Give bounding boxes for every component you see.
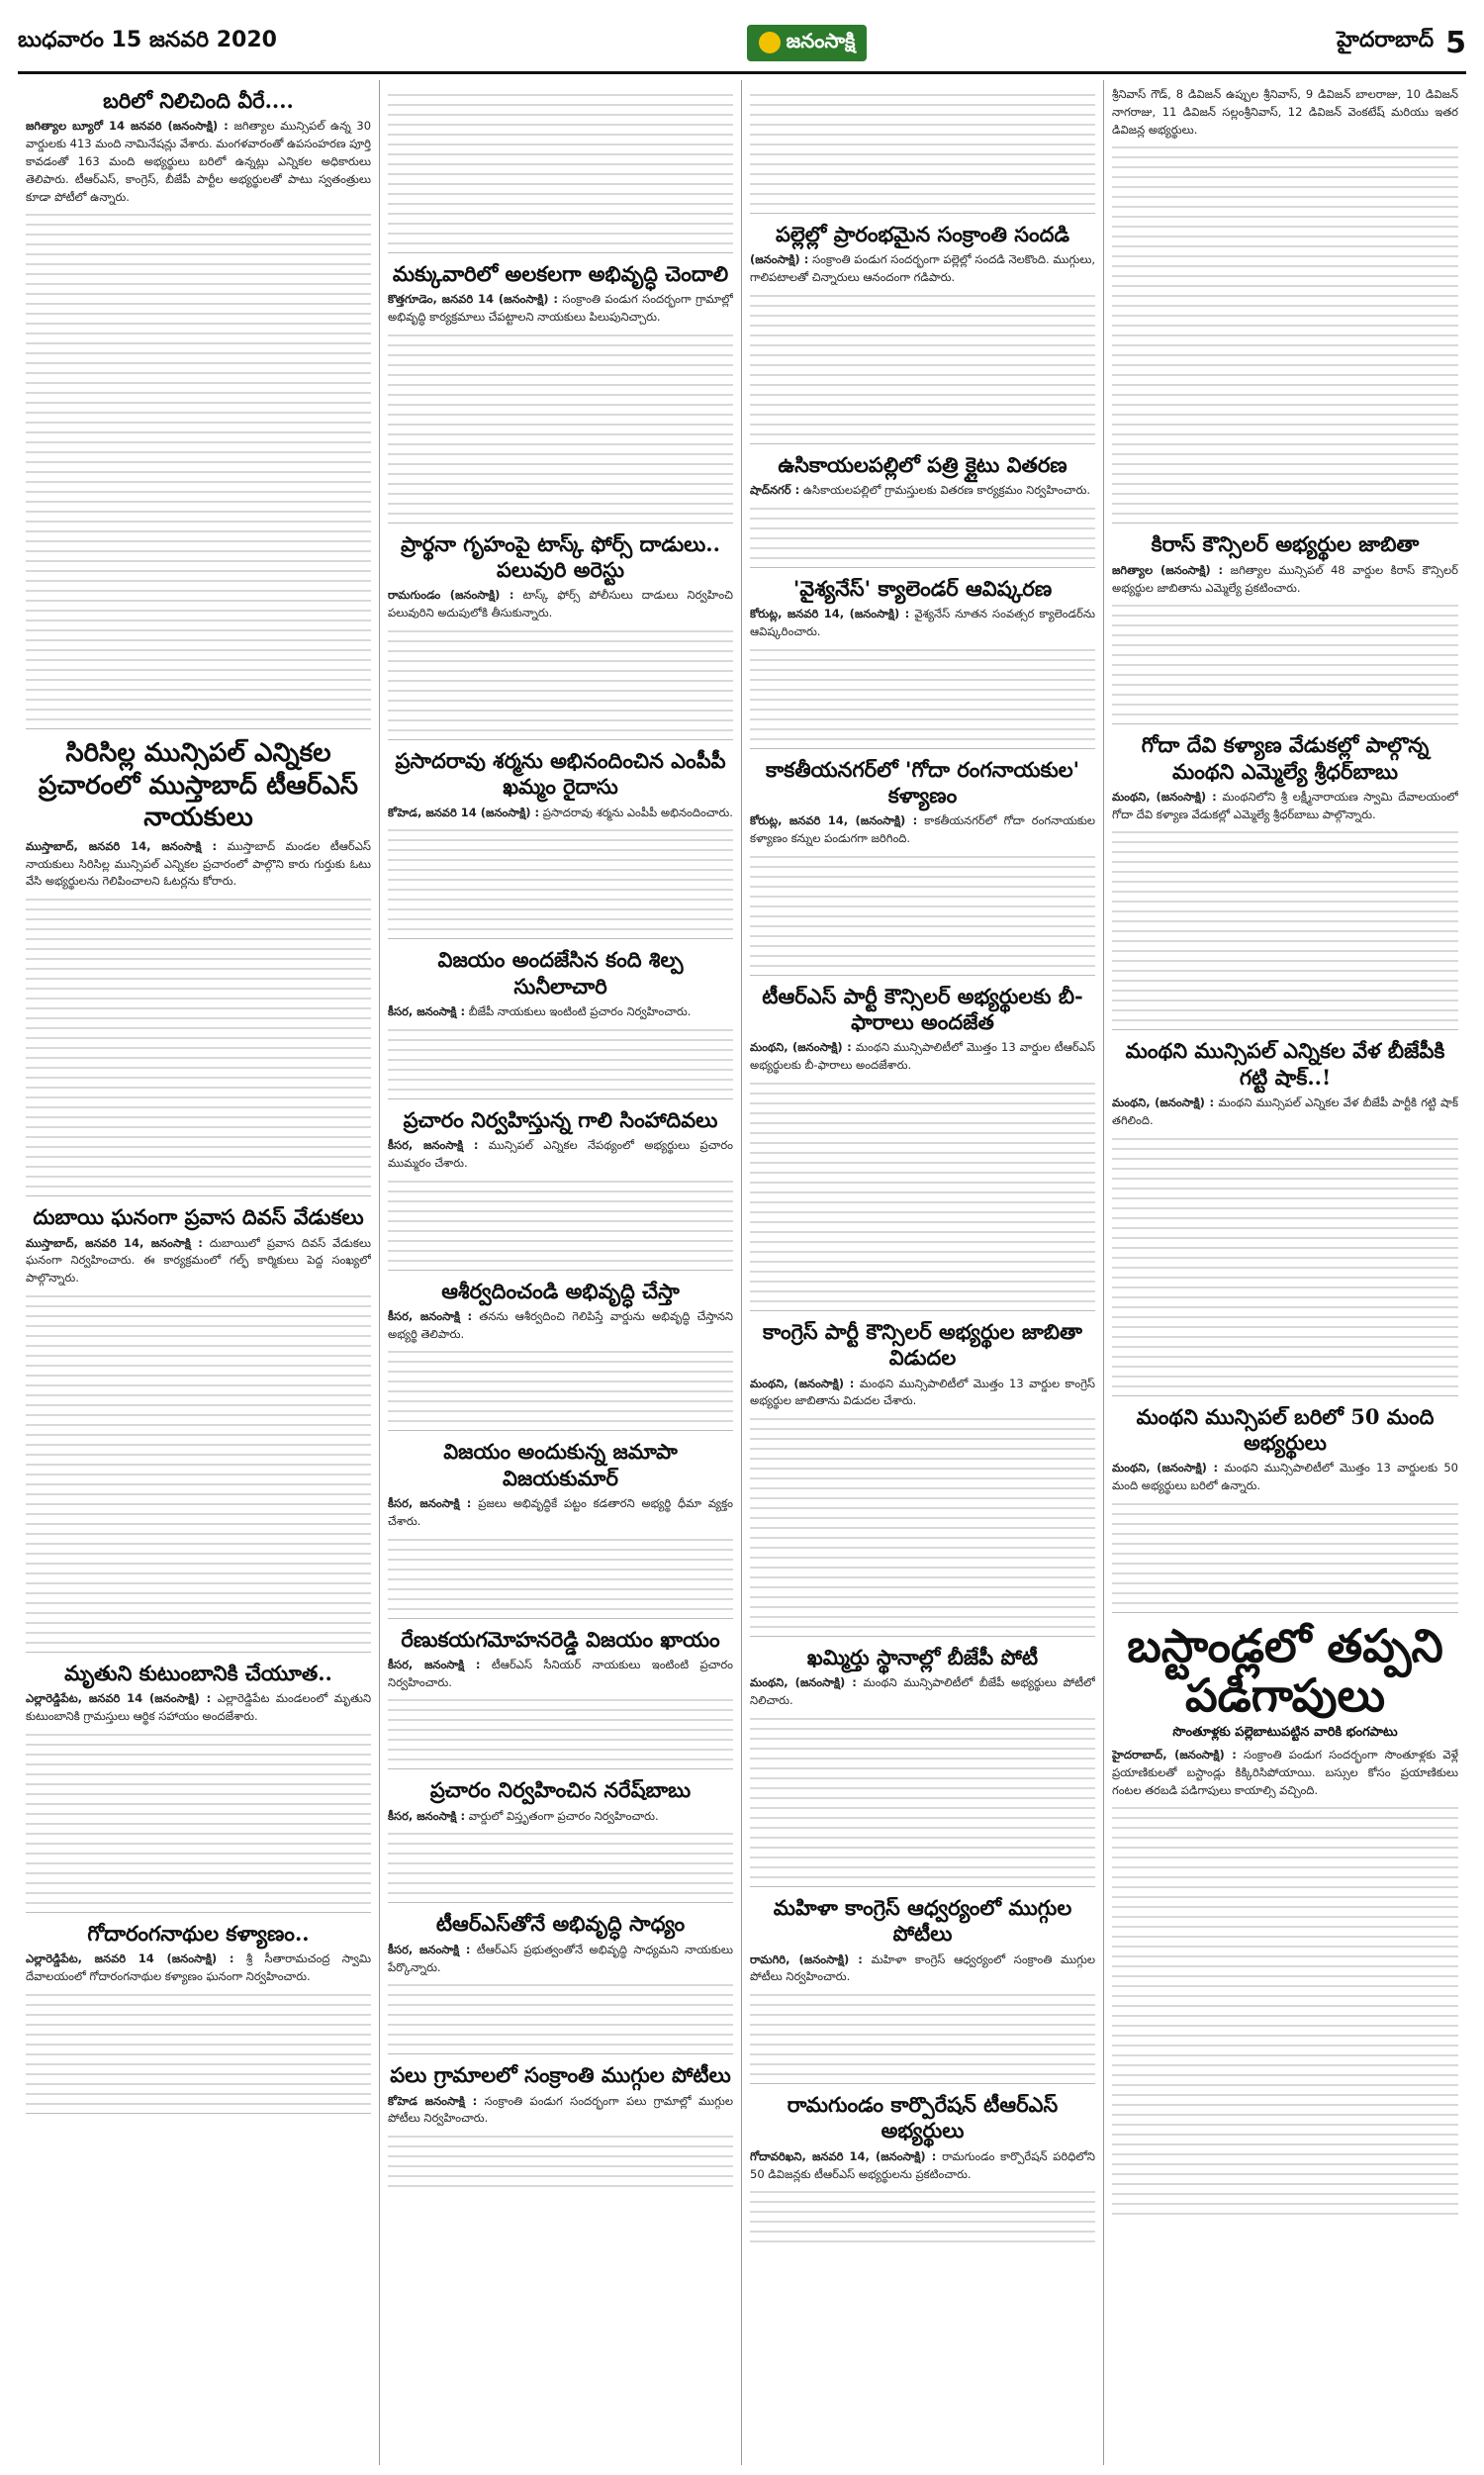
newspaper-logo <box>747 25 868 61</box>
text-block <box>388 1343 733 1422</box>
article-headline: రామగుండం కార్పొరేషన్ టీఆర్ఎస్ అభ్యర్థులు <box>787 2092 1059 2143</box>
text-block <box>1112 1495 1458 1604</box>
article <box>26 80 371 729</box>
text-block <box>388 821 733 930</box>
masthead-right <box>1337 26 1466 60</box>
text-block <box>750 1075 1095 1302</box>
article <box>750 1311 1095 1637</box>
article-subheadline: సొంతూళ్లకు పల్లెబాటుపట్టిన వారికి భంగపాటు <box>1172 1724 1398 1740</box>
logo-mark-icon <box>759 32 781 53</box>
article <box>388 1271 733 1432</box>
article-dateline: కీసర, జనంసాక్షి : <box>388 1003 466 1018</box>
text-block <box>26 1986 371 2105</box>
issue-date: బుధవారం 15 జనవరి 2020 <box>18 28 277 52</box>
text-block <box>388 327 733 515</box>
article-dateline: ముస్తాబాద్, జనవరి 14, జనంసాక్షి : <box>26 1235 203 1250</box>
article-body: దుబాయిలో ప్రవాస దివస్ వేడుకలు ఘనంగా నిర్వహించారు. ఈ కార్యక్రమంలో గల్ఫ్ కార్మికులు పెద్ద సంఖ్యలో పాల్గొన్నారు. <box>26 1235 371 1285</box>
article-body: రామగుండం కార్పొరేషన్ పరిధిలోని 50 డివిజన్లకు టీఆర్ఎస్ అభ్యర్థులను ప్రకటించారు. <box>750 2148 1095 2181</box>
article-headline: బరిలో నిలిచింది వీరే.... <box>103 88 294 113</box>
text-block <box>750 287 1095 435</box>
article-headline: మహిళా కాంగ్రెస్ ఆధ్వర్యంలో ముగ్గుల పోటీలు <box>773 1895 1072 1947</box>
article-body: ప్రసాదరావు శర్మను ఎంపీపీ అభినందించారు. <box>542 805 733 819</box>
article-body: ముస్తాబాద్ మండల టీఆర్ఎస్ నాయకులు సిరిసిల్ల మున్సిపల్ ఎన్నికల ప్రచారంలో పాల్గొని కారు గుర్తుకు ఓటు వేసి అభ్యర్థులను గెలిపించాలని ఓటర్లను కోరారు. <box>26 838 371 889</box>
text-block <box>388 1021 733 1091</box>
article-body: బీజేపీ నాయకులు ఇంటింటి ప్రచారం నిర్వహించారు. <box>468 1003 692 1018</box>
article-dateline: రామగిరి, (జనంసాక్షి) : <box>750 1951 863 1966</box>
text-block <box>750 1410 1095 1628</box>
article <box>388 1903 733 2054</box>
article-headline: ఉసికాయలపల్లిలో పత్రి క్లైటు వితరణ <box>778 451 1067 477</box>
article-headline: టీఆర్ఎస్‌తోనే అభివృద్ధి సాధ్యం <box>435 1911 686 1937</box>
article-headline: సిరిసిల్ల మున్సిపల్ ఎన్నికల ప్రచారంలో ముస్తాబాద్ టీఆర్ఎస్ నాయకులు <box>38 738 359 833</box>
article-headline: గోదారంగనాథుల కళ్యాణం.. <box>87 1920 310 1946</box>
article-body: సంక్రాంతి పండుగ సందర్భంగా పల్లెల్లో సందడి నెలకొంది. ముగ్గులు, గాలిపటాలతో చిన్నారులు ఆనందంగా గడిపారు. <box>750 252 1095 285</box>
article-headline: ఆశీర్వదించండి అభివృద్ధి చేస్తా <box>441 1278 680 1303</box>
article <box>26 1196 371 1653</box>
article <box>1112 1396 1458 1613</box>
text-block <box>750 500 1095 559</box>
article-dateline: కోరుట్ల, జనవరి 14, (జనంసాక్షి) : <box>750 813 918 828</box>
article-body: సంక్రాంతి పండుగ సందర్భంగా సొంతూళ్లకు వెళ్లే ప్రయాణికులతో బస్టాండ్లు కిక్కిరిసిపోయాయి. బస్సుల కోసం ప్రయాణికులు గంటల తరబడి పడిగాపులు కాయాల్సి వచ్చింది. <box>1112 1747 1458 1797</box>
article-headline: పల్లెల్లో ప్రారంభమైన సంక్రాంతి సందడి <box>775 222 1069 246</box>
article <box>1112 1030 1458 1395</box>
article <box>750 2084 1095 2250</box>
article <box>26 1653 371 1913</box>
article-dateline: మంథని, (జనంసాక్షి) : <box>1112 789 1217 804</box>
article-headline: పలు గ్రామాలలో సంక్రాంతి ముగ్గుల పోటీలు <box>390 2062 731 2088</box>
text-block <box>26 206 371 720</box>
article-dateline: గోదావరిఖని, జనవరి 14, (జనంసాక్షి) : <box>750 2148 937 2163</box>
article-headline: ఖమ్మిర్తు స్థానాల్లో బీజేపీ పోటీ <box>806 1645 1039 1670</box>
article-headline: మంథని మున్సిపల్ బరిలో 50 మంది అభ్యర్థులు <box>1136 1403 1435 1455</box>
text-block <box>750 848 1095 967</box>
article-headline: ప్రసాదరావు శర్మను అభినందించిన ఎంపీపీ ఖమ్మం రైదాసు <box>395 748 726 800</box>
text-block <box>1112 139 1458 515</box>
article <box>750 976 1095 1311</box>
text-block <box>388 1825 733 1894</box>
article <box>1112 524 1458 724</box>
article-body: మహిళా కాంగ్రెస్ ఆధ్వర్యంలో సంక్రాంతి ముగ్గుల పోటీలు నిర్వహించారు. <box>750 1951 1095 1984</box>
logo-text: జనంసాక్షి <box>786 28 856 52</box>
article-body: టీఆర్ఎస్ ప్రభుత్వంతోనే అభివృద్ధి సాధ్యమని నాయకులు పేర్కొన్నారు. <box>388 1942 733 1974</box>
article-dateline: ముస్తాబాద్, జనవరి 14, జనంసాక్షి : <box>26 838 218 853</box>
text-block <box>388 622 733 731</box>
article-headline: దుబాయి ఘనంగా ప్రవాస దివస్ వేడుకలు <box>33 1204 364 1230</box>
article-headline: ప్రార్థనా గృహంపై టాస్క్ ఫోర్స్ దాడులు.. పలువురి అరెస్టు <box>401 530 720 583</box>
article <box>388 253 733 524</box>
article-body: సంక్రాంతి పండుగ సందర్భంగా పలు గ్రామాల్లో ముగ్గుల పోటీలు నిర్వహించారు. <box>388 2093 733 2126</box>
masthead <box>18 14 1466 74</box>
text-block <box>1112 1799 1458 2215</box>
article-body: మంథని మున్సిపాలిటీలో మొత్తం 13 వార్డుల కాంగ్రెస్ అభ్యర్థుల జాబితాను విడుదల చేశారు. <box>750 1376 1095 1408</box>
article <box>750 1637 1095 1887</box>
article-headline: గోదా దేవి కళ్యాణ వేడుకల్లో పాల్గొన్న మంథని ఎమ్మెల్యే శ్రీధర్‌బాబు <box>1141 732 1430 784</box>
article-dateline: కోహెడ, జనవరి 14 (జనంసాక్షి) : <box>388 805 540 819</box>
text-block <box>26 891 371 1188</box>
article-dateline: (జనంసాక్షి) : <box>750 252 809 267</box>
page-number: 5 <box>1445 25 1466 60</box>
article-body: ప్రజలు అభివృద్ధికే పట్టం కడతారని అభ్యర్థి ధీమా వ్యక్తం చేశారు. <box>388 1495 733 1528</box>
column-2 <box>380 80 742 2465</box>
article-headline: కిరాస్ కౌన్సిలర్ అభ్యర్థుల జాబితా <box>1151 531 1420 557</box>
article-headline: రేణుకయగమోహనరెడ్డి విజయం ఖాయం <box>401 1626 720 1652</box>
article-body: వైశ్యనేస్ నూతన సంవత్సర క్యాలెండర్‌ను ఆవిష్కరించారు. <box>750 607 1095 638</box>
article-dateline: మంథని, (జనంసాక్షి) : <box>750 1675 857 1690</box>
article-body: మంథనిలోని శ్రీ లక్ష్మీనారాయణ స్వామి దేవాలయంలో గోదా దేవి కళ్యాణ వేడుకల్లో ఎమ్మెల్యే శ్రీధర్‌బాబు పాల్గొన్నారు. <box>1112 789 1458 821</box>
article-body: మంథని మున్సిపాలిటీలో మొత్తం 13 వార్డుల టీఆర్ఎస్ అభ్యర్థులకు బీ-ఫారాలు అందజేశారు. <box>750 1040 1095 1073</box>
text-block <box>1112 823 1458 1021</box>
article-headline: బస్టాండ్లలో తప్పని పడిగాపులు <box>1127 1618 1443 1723</box>
article-headline: కాంగ్రెస్ పార్టీ కౌన్సిలర్ అభ్యర్థుల జాబితా విడుదల <box>762 1319 1082 1371</box>
text-block <box>388 1691 733 1761</box>
article-headline: విజయం అందజేసిన కంది శిల్ప సునీలాచారి <box>437 947 684 999</box>
article-dateline: కీసర, జనంసాక్షి : <box>388 1942 471 1956</box>
article <box>1112 724 1458 1030</box>
article <box>388 1619 733 1770</box>
article <box>388 740 733 939</box>
article-dateline: మంథని, (జనంసాక్షి) : <box>1112 1461 1219 1475</box>
article-body: శ్రీ సీతారామచంద్ర స్వామి దేవాలయంలో గోదారంగనాథుల కళ్యాణం ఘనంగా నిర్వహించారు. <box>26 1951 371 1983</box>
article-dateline: కీసర, జనంసాక్షి : <box>388 1808 466 1823</box>
article <box>388 1099 733 1271</box>
text-block <box>388 86 733 244</box>
article-dateline: కీసర, జనంసాక్షి : <box>388 1308 473 1323</box>
article-body: జగిత్యాల మున్సిపల్ ఉన్న 30 వార్డులకు 413 మంది నామినేషన్లు వేశారు. మంగళవారంతో ఉపసంహరణ పూర్తి కావడంతో 163 మంది అభ్యర్థులు బరిలో ఉన్నట్లు ఎన్నికల అధికారులు తెలిపారు. టీఆర్ఎస్, కాంగ్రెస్, బీజేపీ పార్టీల అభ్యర్థులతో పాటు స్వతంత్రులు కూడా పోటీలో ఉన్నారు. <box>26 119 371 204</box>
article <box>388 524 733 740</box>
article <box>750 749 1095 976</box>
article <box>750 214 1095 444</box>
article-body: సంక్రాంతి పండుగ సందర్భంగా గ్రామాల్లో అభివృద్ధి కార్యక్రమాలు చేపట్టాలని నాయకులు పిలుపునిచ్చారు. <box>388 292 733 325</box>
article-dateline: ఎల్లారెడ్డిపేట, జనవరి 14 (జనంసాక్షి) : <box>26 1691 212 1706</box>
column-4 <box>1104 80 1466 2465</box>
text-block <box>388 2128 733 2187</box>
article-dateline: కీసర, జనంసాక్షి : <box>388 1495 472 1510</box>
article <box>1112 80 1458 524</box>
article-headline: కాకతీయనగర్‌లో 'గోదా రంగనాయకుల' కళ్యాణం <box>765 756 1080 809</box>
article-dateline: మంథని, (జనంసాక్షి) : <box>750 1040 852 1055</box>
article-headline: టీఆర్ఎస్ పార్టీ కౌన్సిలర్ అభ్యర్థులకు బీ-ఫారాలు అందజేత <box>762 983 1083 1035</box>
article <box>388 1769 733 1903</box>
article-body: మంథని మున్సిపాలిటీలో బీజేపీ అభ్యర్థులు పోటీలో నిలిచారు. <box>750 1675 1095 1708</box>
article-dateline: మంథని, (జనంసాక్షి) : <box>750 1376 855 1390</box>
article-body: జగిత్యాల మున్సిపల్ 48 వార్డుల కిరాస్ కౌన్సిలర్ అభ్యర్థుల జాబితాను ఎమ్మెల్యే ప్రకటించారు. <box>1112 562 1458 595</box>
article-columns <box>18 80 1466 2465</box>
article-headline: మక్కువారిలో అలకలగా అభివృద్ధి చెందాలి <box>392 261 729 286</box>
article-dateline: కోరుట్ల, జనవరి 14, (జనంసాక్షి) : <box>750 607 910 621</box>
article <box>26 1913 371 2114</box>
article-headline: ప్రచారం నిర్వహిస్తున్న గాలి సింహాదివలు <box>403 1106 718 1132</box>
article-body: వార్డులో విస్తృతంగా ప్రచారం నిర్వహించారు. <box>468 1808 659 1823</box>
article-dateline: కొత్తగూడెం, జనవరి 14 (జనంసాక్షి) : <box>388 292 558 307</box>
article-body: ఉసికాయలపల్లిలో గ్రామస్తులకు వితరణ కార్యక్రమం నిర్వహించారు. <box>802 483 1091 498</box>
article <box>388 1431 733 1618</box>
article-body: తనను ఆశీర్వదించి గెలిపిస్తే వార్డును అభివృద్ధి చేస్తానని అభ్యర్థి తెలిపారు. <box>388 1308 733 1341</box>
column-1 <box>18 80 380 2465</box>
article-body: కాకతీయనగర్‌లో గోదా రంగనాయకుల కళ్యాణం కన్నుల పండుగగా జరిగింది. <box>750 813 1095 846</box>
text-block <box>1112 1130 1458 1387</box>
article <box>388 80 733 253</box>
article <box>750 444 1095 568</box>
article-dateline: ఎల్లారెడ్డిపేట, జనవరి 14 (జనంసాక్షి) : <box>26 1951 234 1966</box>
article-body: మంథని మున్సిపాలిటీలో మొత్తం 13 వార్డులకు 50 మంది అభ్యర్థులు బరిలో ఉన్నారు. <box>1112 1461 1458 1492</box>
article-body: ఎల్లారెడ్డిపేట మండలంలో మృతుని కుటుంబానికి గ్రామస్తులు ఆర్థిక సహాయం అందజేశారు. <box>26 1691 371 1723</box>
article-body: టాస్క్ ఫోర్స్ పోలీసులు దాడులు నిర్వహించి పలువురిని అదుపులోకి తీసుకున్నారు. <box>388 588 733 620</box>
article <box>388 939 733 1098</box>
article-headline: విజయం అందుకున్న జమాపా విజయకుమార్ <box>443 1439 678 1490</box>
edition-city: హైదరాబాద్ <box>1337 28 1435 52</box>
column-3 <box>742 80 1104 2465</box>
article-dateline: కోహెడ జనంసాక్షి : <box>388 2093 478 2108</box>
text-block <box>750 1986 1095 2075</box>
article <box>1112 1613 1458 2224</box>
text-block <box>1112 597 1458 715</box>
text-block <box>750 2183 1095 2242</box>
text-block <box>750 1710 1095 1878</box>
article <box>750 1887 1095 2084</box>
article-dateline: హైదరాబాద్, (జనంసాక్షి) : <box>1112 1747 1237 1761</box>
article-body: మున్సిపల్ ఎన్నికల నేపథ్యంలో అభ్యర్థులు ప్రచారం ముమ్మరం చేశారు. <box>388 1137 733 1170</box>
article <box>26 729 371 1196</box>
article-dateline: రామగుండం (జనంసాక్షి) : <box>388 588 514 603</box>
article-dateline: షాద్‌నగర్ : <box>750 483 800 498</box>
text-block <box>750 641 1095 740</box>
text-block <box>388 1531 733 1610</box>
article-body: మంథని మున్సిపల్ ఎన్నికల వేళ బీజేపీ పార్టీకి గట్టి షాక్ తగిలింది. <box>1112 1095 1458 1127</box>
article-headline: మృతుని కుటుంబానికి చేయూత.. <box>64 1660 332 1685</box>
article-body: శ్రీనివాస్ గౌడ్, 8 డివిజన్ ఉప్పుల శ్రీనివాస్, 9 డివిజన్ బాలరాజు, 10 డివిజన్ నాగరాజు, 11 డివిజన్ సల్లంశ్రీనివాస్, 12 డివిజన్ వెంకటేష్ మరియు ఇతర డివిజన్ల అభ్యర్థులు. <box>1112 87 1458 137</box>
article-dateline: జగిత్యాల బ్యూరో 14 జనవరి (జనంసాక్షి) : <box>26 119 229 134</box>
article <box>750 568 1095 749</box>
article-dateline: మంథని, (జనంసాక్షి) : <box>1112 1095 1215 1109</box>
article-dateline: కీసర, జనంసాక్షి : <box>388 1137 479 1152</box>
article-headline: 'వైశ్యనేస్' క్యాలెండర్ ఆవిష్కరణ <box>792 575 1053 601</box>
article-dateline: కీసర, జనంసాక్షి : <box>388 1657 481 1671</box>
text-block <box>388 1173 733 1262</box>
text-block <box>388 1976 733 2046</box>
text-block <box>26 1287 371 1644</box>
article-dateline: జగిత్యాల (జనంసాక్షి) : <box>1112 562 1224 577</box>
article <box>750 80 1095 214</box>
article-headline: మంథని మున్సిపల్ ఎన్నికల వేళ బీజేపీకి గట్టి షాక్..! <box>1125 1038 1445 1090</box>
text-block <box>26 1726 371 1904</box>
article <box>388 2054 733 2195</box>
text-block <box>750 86 1095 205</box>
article-body: టీఆర్ఎస్ సీనియర్ నాయకులు ఇంటింటి ప్రచారం నిర్వహించారు. <box>388 1657 733 1689</box>
article-headline: ప్రచారం నిర్వహించిన నరేష్‌బాబు <box>429 1777 692 1803</box>
